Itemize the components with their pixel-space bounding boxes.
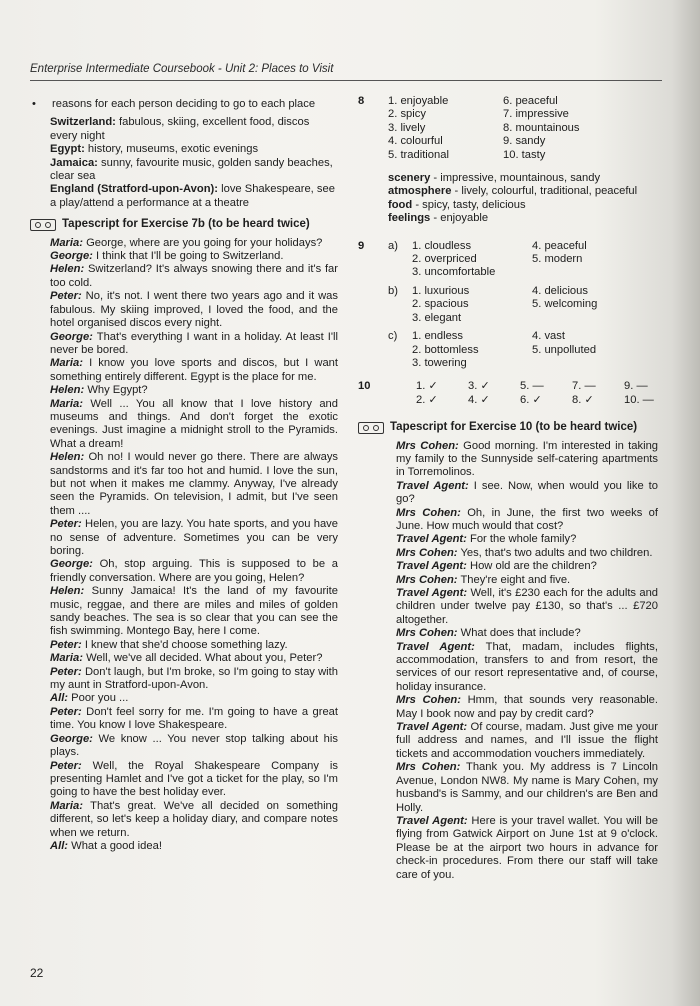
part-label [388,357,412,370]
tick-item: 5. — [520,380,544,393]
answer-item: 1. cloudless [412,239,472,252]
dialogue-line [50,518,338,558]
page-number: 22 [30,966,44,980]
part-label [388,298,412,311]
line-text: No, it's not. I went there two years ago and it was fabulous. My skiing improved, I loved the food, and the hotel organised discos every night. [50,290,338,330]
part-label: b) [388,284,398,297]
line-text: Helen, you are lazy. You hate sports, and you have no sense of adventure. Sometimes you can be very boring. [50,518,338,557]
answer-item: 4. delicious [532,284,588,297]
answer-item: 10. tasty [503,148,546,161]
dialogue-line [50,692,338,705]
exercise-10 [358,380,658,407]
speaker: Mrs Cohen: [396,761,461,774]
speaker: Helen: [50,384,85,397]
answer-item: 6. peaceful [503,95,558,107]
speaker: Travel Agent: [396,533,467,546]
exercise-9-part [388,240,652,280]
dialogue-line [396,587,658,627]
dialogue-line [396,694,658,721]
dialogue-line [50,398,338,452]
dialogue-7b [50,237,338,854]
exercise-9-part [388,330,652,370]
line-text: Sunny Jamaica! It's the land of my favourite music, reggae, and there are miles and miles of golden sandy beaches. The sea is so clear that you can see the fish swimming. Montego Bay, here I come. [50,585,338,638]
line-text: Don't laugh, but I'm broke, so I'm going to stay with my aunt in Stratford-upon-Avon. [50,665,338,692]
category-line [388,172,658,185]
line-text: I think that I'll be going to Switzerland. [96,250,284,263]
tick-row [388,380,676,393]
speaker: Travel Agent: [396,814,468,827]
exercise-number: 8 [358,95,365,107]
answer-item: 5. traditional [388,148,449,161]
line-text: Oh, in June, the first two weeks of June. How much would that cost? [396,506,659,532]
category-value: - lively, colourful, traditional, peaceful [451,185,638,198]
answer-item: 2. bottomless [412,343,479,356]
part-label [388,312,412,325]
speaker: Peter: [50,290,82,303]
category-value: - enjoyable [430,212,489,225]
dialogue-line [50,558,338,585]
header-rule [30,80,662,81]
line-text: What does that include? [460,627,581,640]
line-text: Yes, that's two adults and two children. [460,546,653,559]
dialogue-line [50,760,338,800]
reason-place: Egypt: [50,143,85,156]
tick-item: 3. ✓ [468,380,490,393]
running-header: Enterprise Intermediate Coursebook - Unit 2: Places to Visit [30,63,334,75]
left-column [30,98,338,853]
answer-item: 5. modern [532,253,583,266]
speaker: George: [50,250,93,263]
tapescript-title: Tapescript for Exercise 7b (to be heard twice) [62,218,310,231]
dialogue-line [396,641,658,695]
speaker: Maria: [50,357,83,370]
line-text: Well, we've all decided. What about you, Peter? [86,652,323,665]
answer-item: 2. overpriced [412,253,477,266]
tick-item: 7. — [572,380,596,393]
dialogue-line [50,290,338,330]
dialogue-line [50,639,338,652]
category-key: feelings [388,212,431,225]
dialogue-line [396,560,658,573]
dialogue-line [50,666,338,693]
answer-item: 5. welcoming [532,298,598,311]
reason-item [50,143,338,156]
line-text: How old are the children? [469,560,597,573]
answer-item [532,357,652,370]
exercise-10-answers [388,380,676,407]
line-text: Of course, madam. Just give me your full address and names, and I'll issue the flight tickets and accommodation vouchers immediately. [396,721,659,760]
line-text: Thank you. My address is 7 Lincoln Avenue, London NW8. My name is Mary Cohen, my husband's is Sammy, and our children's are Ben and Holly. [396,761,659,814]
dialogue-line [50,840,338,853]
bullet-text: reasons for each person deciding to go to each place [52,98,316,110]
answer-item: 1. endless [412,330,463,343]
reasons-list [50,116,338,210]
part-label: a) [388,239,398,252]
line-text: Well ... You all know that I love history and museums and things. And don't forget the exotic evenings. Just imagine a midnight stroll to the Pyramids. What a dream! [50,397,339,450]
dialogue-line [396,627,658,640]
answer-item: 4. colourful [388,135,443,148]
speaker: Peter: [50,518,82,531]
category-line [388,212,658,225]
reason-place: Jamaica: [50,156,98,169]
cassette-icon [358,422,384,434]
line-text: Good morning. I'm interested in taking my family to the Sunnyside self-catering apartments in Torremolinos. [396,439,659,479]
reason-text: fabulous, skiing, excellent food, discos every night [50,116,310,142]
dialogue-line [50,237,338,250]
exercise-9-answers [388,240,652,371]
dialogue-line [396,721,658,761]
dialogue-line [396,533,658,546]
answer-item: 1. luxurious [412,284,470,297]
line-text: I see. Now, when would you like to go? [396,479,659,506]
dialogue-line [396,547,658,560]
line-text: That's great. We've all decided on something different, so let's keep a holiday diary, and compare notes when we return. [50,799,338,839]
tick-item: 2. ✓ [416,393,438,406]
dialogue-line [50,585,338,639]
speaker: Maria: [50,397,83,410]
reason-item [50,183,338,210]
speaker: Mrs Cohen: [396,694,461,707]
answer-item: 3. elegant [412,311,462,324]
answer-item: 4. peaceful [532,239,587,252]
speaker: Maria: [50,236,83,249]
speaker: Helen: [50,451,85,464]
tapescript-title: Tapescript for Exercise 10 (to be heard twice) [390,421,638,434]
bullet-item [30,98,338,111]
answer-item: 5. unpolluted [532,343,597,356]
speaker: Travel Agent: [396,640,475,653]
dialogue-line [50,331,338,358]
answer-item: 8. mountainous [503,121,580,134]
category-value: - spicy, tasty, delicious [412,198,526,211]
dialogue-line [396,574,658,587]
speaker: George: [50,558,93,571]
exercise-8-answers [388,95,623,162]
dialogue-10 [396,440,658,882]
answer-item: 1. enjoyable [388,95,449,107]
category-key: food [388,198,413,211]
tick-item: 8. ✓ [572,393,594,406]
answer-item: 9. sandy [503,135,546,148]
tick-spacer [388,394,416,407]
dialogue-line [396,480,658,507]
dialogue-line [396,761,658,815]
speaker: Maria: [50,652,83,665]
line-text: Hmm, that sounds very reasonable. May I book now and pay by credit card? [396,694,659,720]
speaker: Helen: [50,263,85,276]
reason-text: sunny, favourite music, golden sandy beaches, clear sea [50,156,333,183]
speaker: Maria: [50,799,83,812]
part-label [388,266,412,279]
speaker: Travel Agent: [396,587,468,599]
tick-row [388,394,676,407]
speaker: George: [50,330,93,343]
speaker: All: [50,692,69,705]
line-text: Poor you ... [71,692,129,705]
speaker: Peter: [50,759,82,772]
dialogue-line [50,706,338,733]
line-text: Well, the Royal Shakespeare Company is presenting Hamlet and I've got a ticket for the play, so I'm going to have the best holiday ever. [50,759,338,799]
answer-item: 7. impressive [503,108,569,121]
speaker: Travel Agent: [396,721,468,734]
speaker: All: [50,839,69,852]
tick-item: 9. — [624,380,648,393]
line-text: That, madam, includes flights, accommodation, transfers to and from resort, the services of our resort representative and, of course, holiday insurance. [396,640,658,693]
speaker: Mrs Cohen: [396,546,458,559]
line-text: For the whole family? [469,533,577,546]
dialogue-line [50,263,338,290]
tick-item: 10. — [624,393,654,406]
tapescript-heading-10 [358,421,658,434]
line-text: I know you love sports and discos, but I want something entirely different. Egypt is the place for me. [50,357,338,383]
line-text: George, where are you going for your holidays? [86,236,323,249]
line-text: Why Egypt? [87,384,148,397]
exercise-8 [358,95,658,162]
line-text: What a good idea! [71,839,162,852]
dialogue-line [396,440,658,480]
speaker: Travel Agent: [396,560,467,573]
line-text: That's everything I want in a holiday. At least I'll never be bored. [50,330,339,356]
speaker: Peter: [50,705,82,718]
reason-place: Switzerland: [50,116,116,129]
answer-item: 4. vast [532,330,565,343]
dialogue-line [396,815,658,882]
exercise-9-part [388,285,652,325]
reason-item [50,157,338,184]
cassette-icon [30,219,56,231]
line-text: Oh no! I would never go there. There are always sandstorms and it's far too hot and humid. I love the sun, but not when it makes me clammy. Anyway, I've already seen the Pyramids. On television, I admit, but I've seen them .... [50,451,339,517]
answer-item: 3. uncomfortable [412,266,496,279]
answer-item: 2. spacious [412,298,469,311]
tick-spacer [388,380,416,393]
category-line [388,185,658,198]
tick-item: 1. ✓ [416,380,438,393]
speaker: Mrs Cohen: [396,627,458,640]
speaker: Helen: [50,585,85,598]
line-text: I knew that she'd choose something lazy. [84,638,288,651]
answer-item [532,266,652,279]
exercise-number: 10 [358,380,371,393]
speaker: Peter: [50,638,82,651]
category-value: - impressive, mountainous, sandy [430,172,601,185]
line-text: Switzerland? It's always snowing there and it's far too cold. [50,263,339,289]
line-text: Don't feel sorry for me. I'm going to have a great time. You know I love Shakespeare. [50,705,339,732]
category-key: scenery [388,172,431,185]
tapescript-heading-7b [30,218,338,231]
dialogue-line [50,800,338,840]
line-text: Oh, stop arguing. This is supposed to be a friendly conversation. Where are you going, Helen? [50,558,338,584]
reason-text: history, museums, exotic evenings [87,143,259,156]
speaker: Travel Agent: [396,479,469,492]
exercise-number: 9 [358,239,365,252]
part-label [388,344,412,357]
dialogue-line [50,357,338,384]
speaker: George: [50,732,93,745]
dialogue-line [50,652,338,665]
tick-item: 6. ✓ [520,393,542,406]
tick-item: 4. ✓ [468,393,490,406]
dialogue-line [396,507,658,534]
answer-item [532,312,652,325]
speaker: Peter: [50,665,82,678]
dialogue-line [50,733,338,760]
speaker: Mrs Cohen: [396,506,461,519]
line-text: We know ... You never stop talking about his plays. [50,732,338,759]
answer-item: 3. lively [388,121,426,134]
line-text: They're eight and five. [460,573,571,586]
dialogue-line [50,451,338,518]
right-column [358,95,658,882]
dialogue-line [50,250,338,263]
reason-place: England (Stratford-upon-Avon): [50,183,218,196]
exercise-9 [358,240,658,371]
bullet-icon: • [32,98,36,110]
line-text: Well, it's £230 each for the adults and children under twelve pay £130, so that's ... £720 altogether. [396,587,659,626]
reason-item [50,116,338,143]
dialogue-line [50,384,338,397]
reason-text: love Shakespeare, see a play/attend a performance at a theatre [50,183,335,209]
exercise-8-groups [388,172,658,226]
part-label [388,253,412,266]
category-line [388,199,658,212]
line-text: Here is your travel wallet. You will be flying from Gatwick Airport on June 1st at 9 o'clock. Please be at the airport two hours in advance for check-in procedures. From there our staff will take care of you. [396,814,659,881]
speaker: Mrs Cohen: [396,573,458,586]
category-key: atmosphere [388,185,452,198]
answer-item: 3. towering [412,356,467,369]
speaker: Mrs Cohen: [396,439,459,452]
answer-item: 2. spicy [388,108,426,121]
part-label: c) [388,330,398,343]
